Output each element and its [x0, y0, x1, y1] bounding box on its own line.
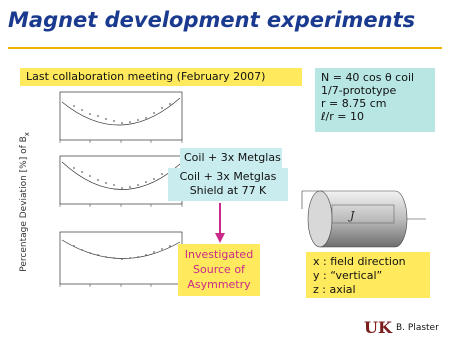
- axes-definition-box: [306, 252, 430, 298]
- plot-panel-1: [38, 88, 188, 150]
- deviation-plot-3: [38, 228, 188, 294]
- axes-line: z : axial: [313, 283, 356, 296]
- author-name: B. Plaster: [396, 323, 439, 333]
- title-divider: [8, 47, 442, 49]
- coil-metglas-shield-label: [168, 168, 288, 201]
- coil-metglas-label: Coil + 3x Metglas: [180, 148, 282, 168]
- coil-info-box: [315, 68, 435, 132]
- coil-info-line: 1/7-prototype: [321, 84, 397, 97]
- coil-cylinder-diagram: [300, 183, 430, 255]
- deviation-plot-1: [38, 88, 188, 150]
- coil-info-line: ℓ/r = 10: [321, 110, 364, 123]
- current-label: J: [350, 209, 355, 222]
- shield-label-line: Coil + 3x Metglas: [179, 170, 277, 183]
- meeting-label: Last collaboration meeting (February 2007): [20, 68, 302, 86]
- down-arrow-icon: [215, 203, 225, 247]
- axes-line: y : “vertical”: [313, 269, 383, 282]
- uk-logo: UK: [364, 318, 392, 337]
- investigated-line: Asymmetry: [187, 278, 251, 291]
- investigated-asymmetry-box: [178, 244, 260, 296]
- investigated-line: Source of: [193, 263, 245, 276]
- slide-title: Magnet development experiments: [8, 8, 416, 32]
- plot-panel-3: [38, 228, 188, 294]
- deviation-plot-2: [38, 152, 188, 214]
- shield-label-line: Shield at 77 K: [189, 184, 267, 197]
- coil-info-line: r = 8.75 cm: [321, 97, 387, 110]
- plot-panel-2: [38, 152, 188, 214]
- investigated-line: Investigated: [184, 248, 254, 261]
- plots-y-axis-label: Percentage Deviation [%] of $B_x$: [19, 132, 31, 272]
- axes-line: x : field direction: [313, 255, 406, 268]
- coil-info-line: N = 40 cos θ coil: [321, 71, 415, 84]
